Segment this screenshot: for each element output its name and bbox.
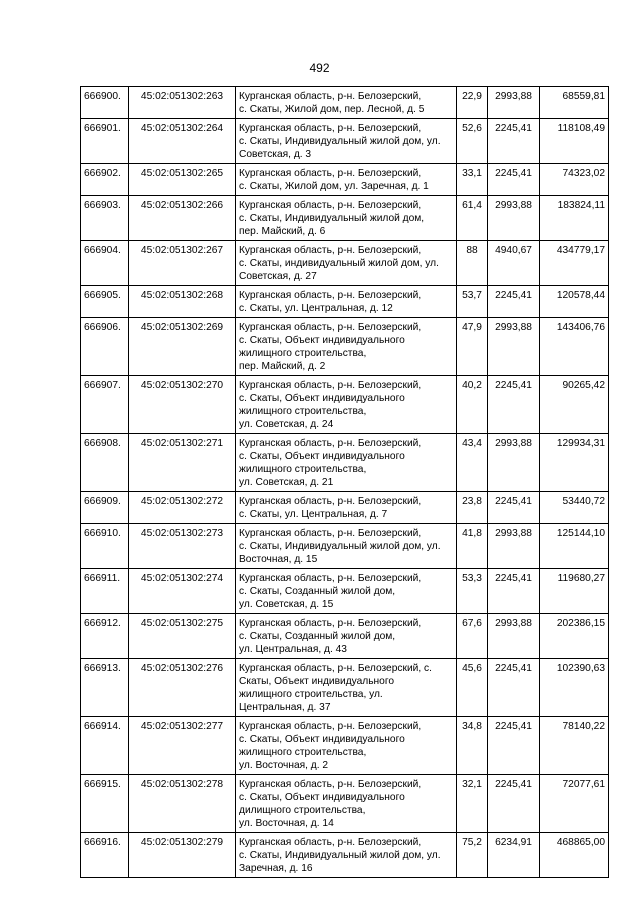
area-cell: 33,1 — [457, 164, 488, 196]
cadastral-value-cell: 183824,11 — [540, 196, 609, 241]
address-cell: Курганская область, р-н. Белозерский, с. Скаты, ул. Центральная, д. 7 — [236, 492, 457, 524]
specific-value-cell: 2993,88 — [488, 87, 540, 119]
table-row — [81, 196, 609, 241]
area-cell: 34,8 — [457, 717, 488, 775]
row-number-cell: 666900. — [81, 87, 129, 119]
address-cell: Курганская область, р-н. Белозерский, с. Скаты, Созданный жилой дом, ул. Центральная, д. 43 — [236, 614, 457, 659]
cadastral-number-cell: 45:02:051302:276 — [129, 659, 236, 717]
cadastral-number-cell: 45:02:051302:277 — [129, 717, 236, 775]
specific-value-cell: 2993,88 — [488, 524, 540, 569]
address-cell: Курганская область, р-н. Белозерский, с. Скаты, Объект индивидуального дилищного строительства, ул. Восточная, д. 14 — [236, 775, 457, 833]
address-cell: Курганская область, р-н. Белозерский, с. Скаты, Объект индивидуального жилищного строительства, ул. Восточная, д. 2 — [236, 717, 457, 775]
cadastral-value-cell: 468865,00 — [540, 833, 609, 878]
specific-value-cell: 2245,41 — [488, 376, 540, 434]
area-cell: 22,9 — [457, 87, 488, 119]
area-cell: 53,7 — [457, 286, 488, 318]
cadastral-value-cell: 202386,15 — [540, 614, 609, 659]
row-number-cell: 666909. — [81, 492, 129, 524]
cadastral-number-cell: 45:02:051302:278 — [129, 775, 236, 833]
table-row — [81, 659, 609, 717]
specific-value-cell: 6234,91 — [488, 833, 540, 878]
specific-value-cell: 2245,41 — [488, 286, 540, 318]
cadastral-number-cell: 45:02:051302:279 — [129, 833, 236, 878]
cadastral-number-cell: 45:02:051302:275 — [129, 614, 236, 659]
address-cell: Курганская область, р-н. Белозерский, с. Скаты, Объект индивидуального жилищного строительства, ул. Советская, д. 24 — [236, 376, 457, 434]
cadastral-number-cell: 45:02:051302:272 — [129, 492, 236, 524]
cadastral-value-cell: 74323,02 — [540, 164, 609, 196]
address-cell: Курганская область, р-н. Белозерский, с. Скаты, Объект индивидуального жилищного строительства, пер. Майский, д. 2 — [236, 318, 457, 376]
row-number-cell: 666905. — [81, 286, 129, 318]
area-cell: 43,4 — [457, 434, 488, 492]
specific-value-cell: 2245,41 — [488, 717, 540, 775]
cadastral-number-cell: 45:02:051302:270 — [129, 376, 236, 434]
cadastral-value-cell: 78140,22 — [540, 717, 609, 775]
cadastral-value-cell: 125144,10 — [540, 524, 609, 569]
row-number-cell: 666916. — [81, 833, 129, 878]
cadastral-number-cell: 45:02:051302:268 — [129, 286, 236, 318]
area-cell: 32,1 — [457, 775, 488, 833]
area-cell: 67,6 — [457, 614, 488, 659]
table-row — [81, 775, 609, 833]
specific-value-cell: 2993,88 — [488, 318, 540, 376]
row-number-cell: 666901. — [81, 119, 129, 164]
area-cell: 52,6 — [457, 119, 488, 164]
table-row — [81, 717, 609, 775]
area-cell: 40,2 — [457, 376, 488, 434]
table-row — [81, 376, 609, 434]
cadastral-value-cell: 68559,81 — [540, 87, 609, 119]
row-number-cell: 666907. — [81, 376, 129, 434]
cadastral-value-cell: 143406,76 — [540, 318, 609, 376]
address-cell: Курганская область, р-н. Белозерский, с. Скаты, индивидуальный жилой дом, ул. Советская, д. 27 — [236, 241, 457, 286]
specific-value-cell: 2245,41 — [488, 119, 540, 164]
table-row — [81, 492, 609, 524]
specific-value-cell: 2245,41 — [488, 659, 540, 717]
cadastral-value-table — [80, 86, 609, 878]
table-row — [81, 164, 609, 196]
table-row — [81, 614, 609, 659]
cadastral-value-cell: 72077,61 — [540, 775, 609, 833]
address-cell: Курганская область, р-н. Белозерский, с. Скаты, Объект индивидуального жилищного строительства, ул. Советская, д. 21 — [236, 434, 457, 492]
address-cell: Курганская область, р-н. Белозерский, с. Скаты, Индивидуальный жилой дом, ул. Советская, д. 3 — [236, 119, 457, 164]
cadastral-value-cell: 120578,44 — [540, 286, 609, 318]
specific-value-cell: 4940,67 — [488, 241, 540, 286]
row-number-cell: 666915. — [81, 775, 129, 833]
page-number: 492 — [309, 61, 330, 75]
row-number-cell: 666914. — [81, 717, 129, 775]
table-row — [81, 524, 609, 569]
table-row — [81, 286, 609, 318]
cadastral-value-cell: 53440,72 — [540, 492, 609, 524]
table-row — [81, 434, 609, 492]
cadastral-value-cell: 102390,63 — [540, 659, 609, 717]
cadastral-number-cell: 45:02:051302:273 — [129, 524, 236, 569]
table-row — [81, 318, 609, 376]
specific-value-cell: 2993,88 — [488, 614, 540, 659]
cadastral-value-cell: 119680,27 — [540, 569, 609, 614]
row-number-cell: 666903. — [81, 196, 129, 241]
row-number-cell: 666904. — [81, 241, 129, 286]
row-number-cell: 666911. — [81, 569, 129, 614]
area-cell: 47,9 — [457, 318, 488, 376]
address-cell: Курганская область, р-н. Белозерский, с. Скаты, Созданный жилой дом, ул. Советская, д. 15 — [236, 569, 457, 614]
area-cell: 45,6 — [457, 659, 488, 717]
address-cell: Курганская область, р-н. Белозерский, с. Скаты, Индивидуальный жилой дом, пер. Майский, д. 6 — [236, 196, 457, 241]
specific-value-cell: 2993,88 — [488, 196, 540, 241]
cadastral-value-cell: 118108,49 — [540, 119, 609, 164]
cadastral-number-cell: 45:02:051302:274 — [129, 569, 236, 614]
cadastral-value-cell: 434779,17 — [540, 241, 609, 286]
specific-value-cell: 2993,88 — [488, 434, 540, 492]
table-row — [81, 87, 609, 119]
address-cell: Курганская область, р-н. Белозерский, с. Скаты, Индивидуальный жилой дом, ул. Заречная, д. 16 — [236, 833, 457, 878]
row-number-cell: 666906. — [81, 318, 129, 376]
row-number-cell: 666902. — [81, 164, 129, 196]
address-cell: Курганская область, р-н. Белозерский, с. Скаты, Жилой дом, пер. Лесной, д. 5 — [236, 87, 457, 119]
address-cell: Курганская область, р-н. Белозерский, с. Скаты, Жилой дом, ул. Заречная, д. 1 — [236, 164, 457, 196]
specific-value-cell: 2245,41 — [488, 569, 540, 614]
specific-value-cell: 2245,41 — [488, 492, 540, 524]
area-cell: 88 — [457, 241, 488, 286]
area-cell: 53,3 — [457, 569, 488, 614]
cadastral-number-cell: 45:02:051302:265 — [129, 164, 236, 196]
table-body — [81, 87, 609, 878]
table-row — [81, 241, 609, 286]
cadastral-number-cell: 45:02:051302:266 — [129, 196, 236, 241]
specific-value-cell: 2245,41 — [488, 164, 540, 196]
table-row — [81, 569, 609, 614]
row-number-cell: 666908. — [81, 434, 129, 492]
cadastral-number-cell: 45:02:051302:267 — [129, 241, 236, 286]
cadastral-value-cell: 129934,31 — [540, 434, 609, 492]
table-row — [81, 833, 609, 878]
row-number-cell: 666913. — [81, 659, 129, 717]
table-row — [81, 119, 609, 164]
area-cell: 75,2 — [457, 833, 488, 878]
area-cell: 61,4 — [457, 196, 488, 241]
cadastral-value-cell: 90265,42 — [540, 376, 609, 434]
specific-value-cell: 2245,41 — [488, 775, 540, 833]
row-number-cell: 666910. — [81, 524, 129, 569]
area-cell: 23,8 — [457, 492, 488, 524]
cadastral-number-cell: 45:02:051302:264 — [129, 119, 236, 164]
cadastral-number-cell: 45:02:051302:269 — [129, 318, 236, 376]
address-cell: Курганская область, р-н. Белозерский, с. Скаты, Индивидуальный жилой дом, ул. Восточная, д. 15 — [236, 524, 457, 569]
cadastral-number-cell: 45:02:051302:271 — [129, 434, 236, 492]
address-cell: Курганская область, р-н. Белозерский, с. Скаты, Объект индивидуального жилищного строительства, ул. Центральная, д. 37 — [236, 659, 457, 717]
cadastral-number-cell: 45:02:051302:263 — [129, 87, 236, 119]
row-number-cell: 666912. — [81, 614, 129, 659]
area-cell: 41,8 — [457, 524, 488, 569]
address-cell: Курганская область, р-н. Белозерский, с. Скаты, ул. Центральная, д. 12 — [236, 286, 457, 318]
